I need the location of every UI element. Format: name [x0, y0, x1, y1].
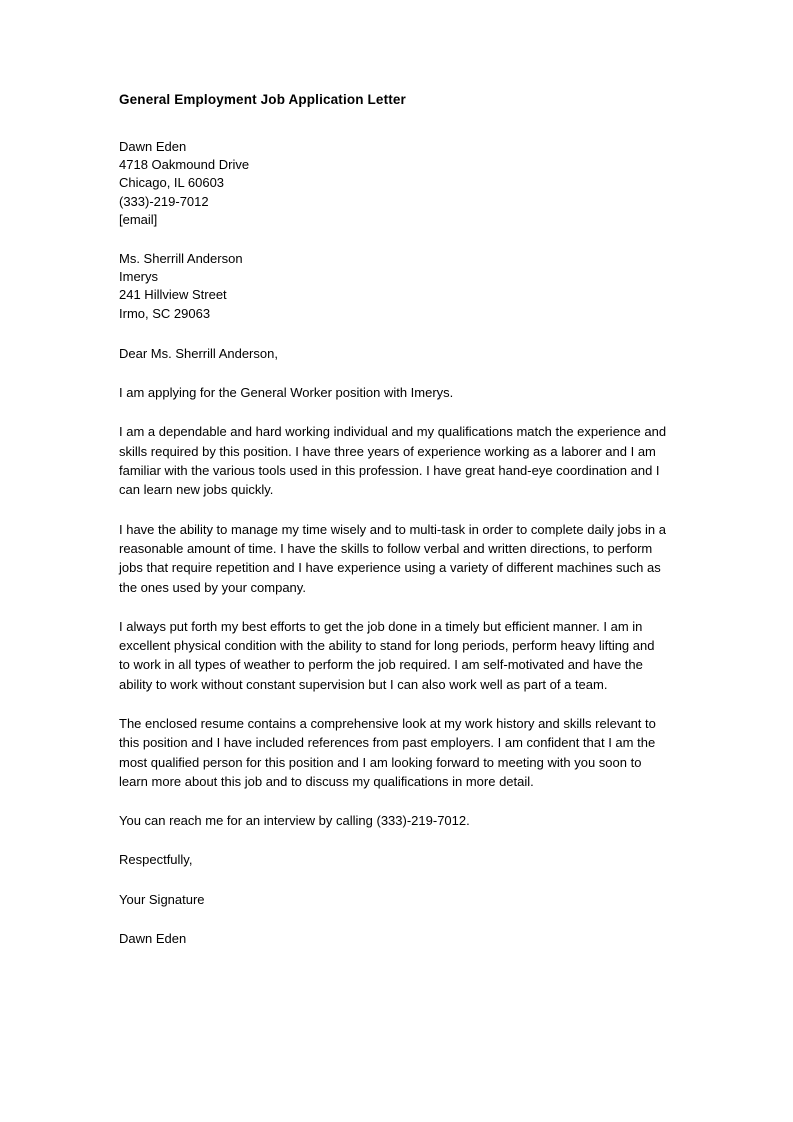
body-paragraph: The enclosed resume contains a comprehensive look at my work history and skills relevant to this position and I have included references from past employers. I am confident that I am the most qualified person for this position and I am looking forward to meeting with you soon to learn more about this job and to discuss my qualifications in more detail. [119, 715, 656, 789]
recipient-address-line: Ms. Sherrill Anderson [119, 251, 243, 267]
sender-address-line: Dawn Eden [119, 139, 187, 154]
valediction: Respectfully, [119, 852, 193, 868]
page-title: General Employment Job Application Letter [119, 92, 406, 107]
sender-address-line: (333)-219-7012 [119, 193, 209, 209]
body-paragraph-contact: You can reach me for an interview by calling (333)-219-7012. [119, 813, 470, 829]
recipient-address-line: Irmo, SC 29063 [119, 305, 211, 321]
signature-name: Dawn Eden [119, 931, 187, 947]
signature-placeholder: Your Signature [119, 891, 205, 907]
sender-address-block [119, 138, 667, 229]
recipient-address-block [119, 250, 667, 323]
salutation: Dear Ms. Sherrill Anderson, [119, 345, 278, 361]
body-paragraph: I always put forth my best efforts to get the job done in a timely but efficient manner. I am in excellent physical condition with the ability to stand for long periods, perform heavy lifting and to work in all types of weather to perform the job required. I am self-motivated and have the ability to work without constant supervision but I can also work well as part of a team. [119, 618, 655, 692]
recipient-address-line: Imerys [119, 269, 158, 285]
body-paragraph: I have the ability to manage my time wisely and to multi-task in order to complete daily jobs in a reasonable amount of time. I have the skills to follow verbal and written directions, to perform jobs that require repetition and I have experience using a variety of different machines such as the ones used by your company. [119, 521, 666, 595]
letter-body [119, 92, 667, 948]
sender-address-line: [email] [119, 211, 158, 227]
sender-address-line: Chicago, IL 60603 [119, 175, 225, 191]
body-paragraph: I am a dependable and hard working individual and my qualifications match the experience and skills required by this position. I have three years of experience working as a laborer and I am familiar with the various tools used in this profession. I have great hand-eye coordination and I can learn new jobs quickly. [119, 424, 667, 498]
recipient-address-line: 241 Hillview Street [119, 287, 227, 303]
body-paragraph: I am applying for the General Worker position with Imerys. [119, 385, 454, 401]
sender-address-line: 4718 Oakmound Drive [119, 157, 250, 173]
